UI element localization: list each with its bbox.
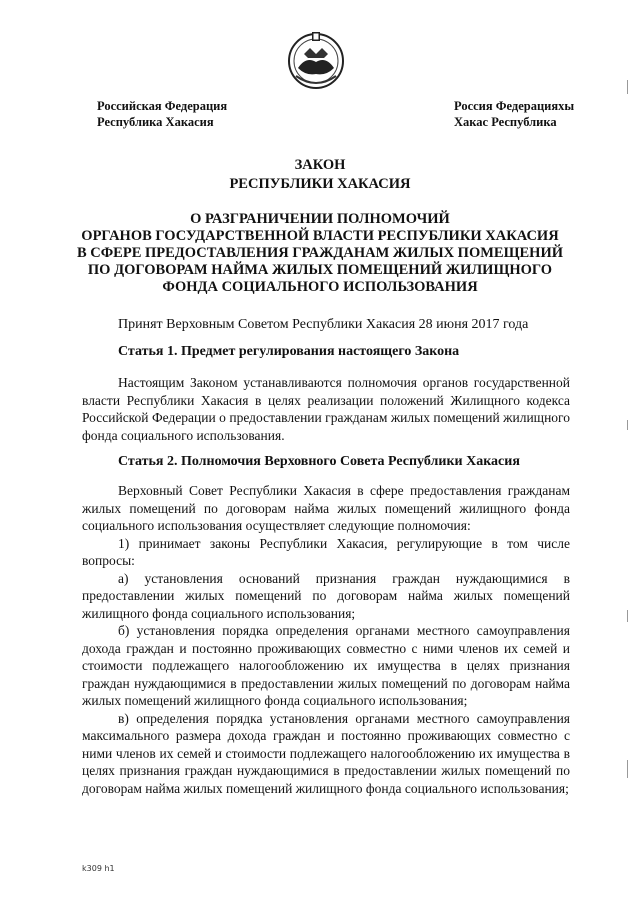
document-code: k309 h1 [82,864,115,873]
article2-item-v: в) определения порядка установления органами местного самоуправления максимального размера дохода граждан и постоянно проживающих совместно с ними членов их семей и стоимости подлежащего налогообложению их имущества в целях признания граждан нуждающимися в предоставлении жилых помещений по договорам найма жилых помещений жилищного фонда социального использования; [82,710,570,796]
law-subtitle-line3: В СФЕРЕ ПРЕДОСТАВЛЕНИЯ ГРАЖДАНАМ ЖИЛЫХ ПОМЕЩЕНИЙ [76,245,564,261]
article2-heading: Статья 2. Полномочия Верховного Совета Республики Хакасия [118,454,520,469]
article1-body [82,374,570,444]
article2-item-a: а) установления оснований признания граждан нуждающимися в предоставлении жилых помещений по договорам найма жилых помещений жилищного фонда социального использования; [82,570,570,621]
scan-mark [627,760,628,778]
khakassia-coat-of-arms-icon [286,28,346,92]
law-subtitle-line2: ОРГАНОВ ГОСУДАРСТВЕННОЙ ВЛАСТИ РЕСПУБЛИКИ ХАКАСИЯ [81,228,559,244]
law-subtitle-line4: ПО ДОГОВОРАМ НАЙМА ЖИЛЫХ ПОМЕЩЕНИЙ ЖИЛИЩНОГО [87,262,553,278]
scan-mark [627,610,628,622]
header-right-line2: Хакас Республика [454,115,557,129]
scan-mark [627,80,628,94]
law-title [60,156,580,194]
law-subtitle-line1: О РАЗГРАНИЧЕНИИ ПОЛНОМОЧИЙ [190,211,450,227]
header-left-line1: Российская Федерация [97,99,228,113]
header-left [97,98,227,130]
header-right-line1: Россия Федерацияхы [454,99,575,113]
article1-text: Настоящим Законом устанавливаются полномочия органов государственной власти Республики Хакасия в целях реализации положений Жилищного кодекса Российской Федерации о предоставлении гражданам жилых помещений жилищного фонда социального использования. [82,375,570,443]
article2-body [82,482,570,797]
header-right [454,98,574,130]
adoption-note: Принят Верховным Советом Республики Хакасия 28 июня 2017 года [118,317,529,332]
law-title-line2: РЕСПУБЛИКИ ХАКАСИЯ [229,176,411,192]
header-left-line2: Республика Хакасия [97,115,214,129]
law-subtitle-line5: ФОНДА СОЦИАЛЬНОГО ИСПОЛЬЗОВАНИЯ [162,279,478,295]
article2-item1: 1) принимает законы Республики Хакасия, регулирующие в том числе вопросы: [82,535,570,568]
scan-mark [627,420,628,430]
article1-heading: Статья 1. Предмет регулирования настоящего Закона [118,344,460,359]
article2-intro: Верховный Совет Республики Хакасия в сфере предоставления гражданам жилых помещений по договорам найма жилых помещений жилищного фонда социального использования осуществляет следующие полномочия: [82,483,570,533]
article2-item-b: б) установления порядка определения органами местного самоуправления дохода граждан и постоянно проживающих совместно с ними членов их семей и стоимости подлежащего налогообложению их имущества в целях признания граждан нуждающимися в предоставлении жилых помещений по договорам найма жилых помещений жилищного фонда социального использования; [82,623,570,708]
law-title-line1: ЗАКОН [294,157,346,173]
law-subtitle [60,211,580,296]
